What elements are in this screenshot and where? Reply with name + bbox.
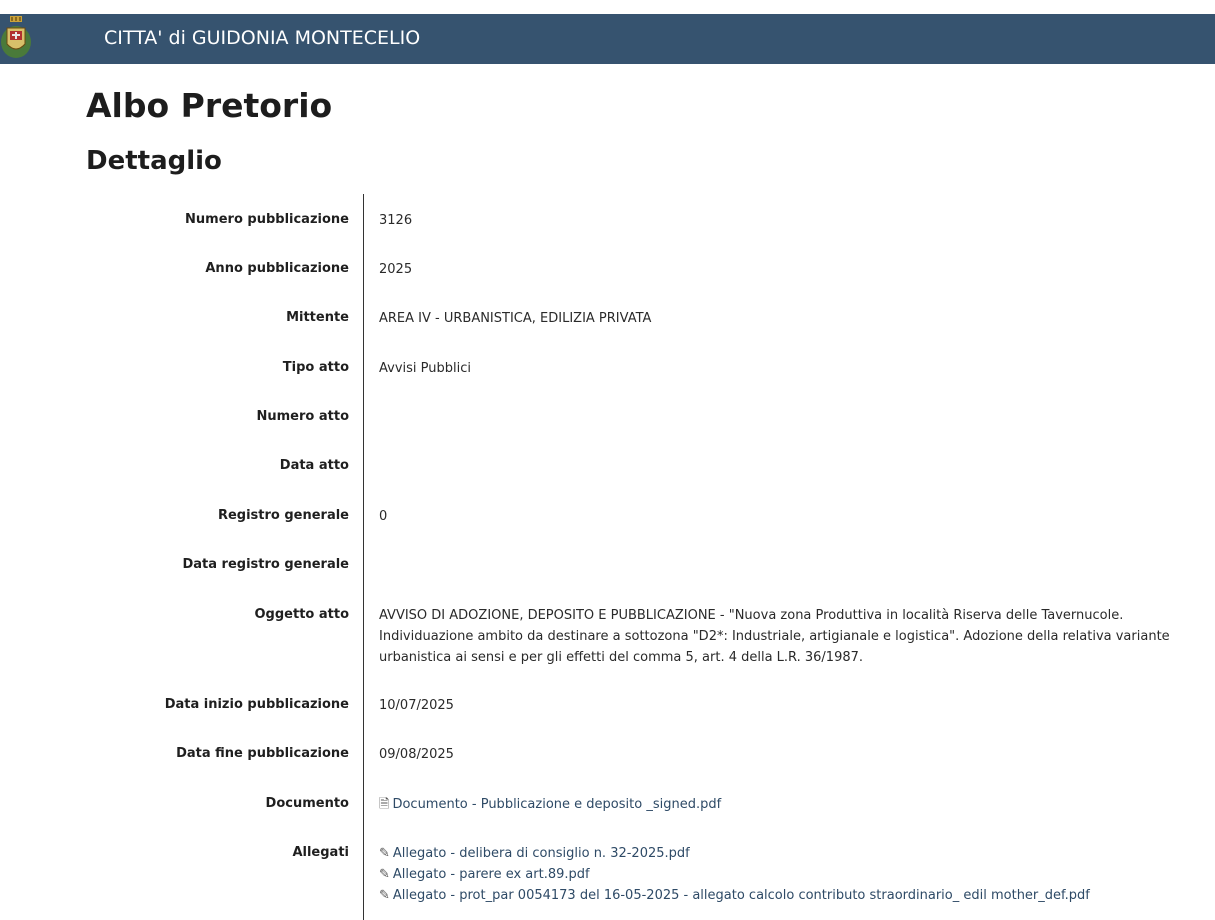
label-data-atto: Data atto [279, 458, 349, 473]
label-numero-atto: Numero atto [256, 409, 349, 424]
allegato-link-label: Allegato - parere ex art.89.pdf [392, 867, 590, 882]
allegato-link-label: Allegato - prot_par 0054173 del 16-05-2025 - allegato calcolo contributo straordinario_ edil mother_def.pdf [392, 888, 1090, 903]
paperclip-icon: ✎ [379, 846, 390, 861]
documento-link[interactable] [379, 794, 1189, 815]
label-oggetto-atto: Oggetto atto [254, 607, 349, 622]
label-tipo-atto: Tipo atto [282, 360, 349, 375]
page-title: Albo Pretorio [86, 86, 333, 125]
allegato-link-label: Allegato - delibera di consiglio n. 32-2025.pdf [392, 846, 690, 861]
allegato-link[interactable] [379, 843, 1189, 864]
value-registro-generale: 0 [379, 509, 388, 524]
document-icon: 🗎 [379, 797, 390, 812]
label-allegati: Allegati [292, 845, 349, 860]
paperclip-icon: ✎ [379, 867, 390, 882]
label-documento: Documento [265, 796, 349, 811]
column-divider [363, 194, 364, 920]
value-tipo-atto: Avvisi Pubblici [379, 361, 471, 376]
label-anno-pubblicazione: Anno pubblicazione [205, 261, 349, 276]
documento-link-label: Documento - Pubblicazione e deposito _signed.pdf [392, 797, 722, 812]
label-numero-pubblicazione: Numero pubblicazione [185, 212, 349, 227]
site-title[interactable]: CITTA' di GUIDONIA MONTECELIO [104, 27, 421, 49]
site-header [0, 14, 1215, 64]
label-registro-generale: Registro generale [217, 508, 349, 523]
value-mittente: AREA IV - URBANISTICA, EDILIZIA PRIVATA [379, 311, 652, 326]
documento-list [379, 794, 1189, 815]
paperclip-icon: ✎ [379, 888, 390, 903]
label-data-fine-pubblicazione: Data fine pubblicazione [176, 746, 349, 761]
value-anno-pubblicazione: 2025 [379, 262, 413, 277]
allegati-list [379, 843, 1189, 906]
value-oggetto-atto: AVVISO DI ADOZIONE, DEPOSITO E PUBBLICAZIONE - "Nuova zona Produttiva in località Riserva delle Tavernucole. Individuazione ambito da destinare a sottozona "D2*: Industriale, artigianale e logistica". Adozione della relativa variante urbanistica ai sensi e per gli effetti del comma 5, art. 4 della L.R. 36/1987. [379, 608, 1170, 665]
allegato-link[interactable] [379, 885, 1189, 906]
section-title: Dettaglio [86, 146, 222, 176]
label-data-inizio-pubblicazione: Data inizio pubblicazione [164, 697, 349, 712]
value-data-inizio-pubblicazione: 10/07/2025 [379, 698, 454, 713]
city-crest-logo [0, 16, 32, 60]
value-numero-pubblicazione: 3126 [379, 213, 413, 228]
label-mittente: Mittente [286, 310, 349, 325]
allegato-link[interactable] [379, 864, 1189, 885]
label-data-registro-generale: Data registro generale [182, 557, 349, 572]
top-strip [0, 0, 1215, 14]
value-data-fine-pubblicazione: 09/08/2025 [379, 747, 454, 762]
